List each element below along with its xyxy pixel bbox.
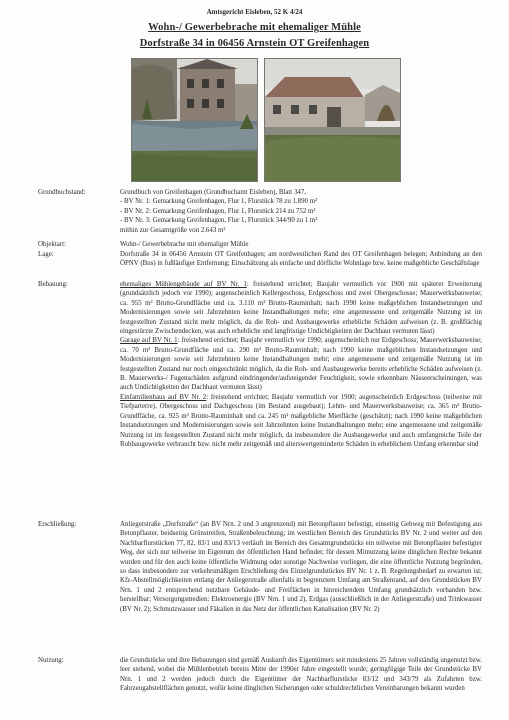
mill-heading: ehemaliges Mühlengebäude auf BV Nr. 1 — [120, 281, 247, 288]
house-heading: Einfamilienhaus auf BV Nr. 2 — [120, 393, 207, 401]
grundbuch-value — [120, 188, 482, 235]
document-address-title: Dorfstraße 34 in 06456 Arnstein OT Greifenhagen — [139, 38, 370, 49]
lage-value: Dorfstraße 34 in 06456 Arnstein OT Greifenhagen; am nordwestlichen Rand des OT Greifenhagen belegen; Anbindung an den ÖPNV (Bus) in fußläufiger Entfernung; Einschätzung als einfache und dörfliche Wohnlage bzw. keine maßgebliche Geschäftslage — [120, 251, 482, 268]
nutzung-value: die Grundstücke und ihre Bebauungen sind gemäß Auskunft des Eigentümers seit mindestens 25 Jahren vollständig ungenutzt bzw. leer stehend, wobei die Mühlenbetrieb bereits Mitte der 1990er Jahre eingestellt wurde; geringfügige Teile der Grundstücke BV Nrn. 1 und 2 werden jedoch durch die Eigentümer der Nachbarflurstücke 83/12 und 343/79 als Zufahrten bzw. Fahrzeugabstellflächen genutzt, wofür keine dinglichen Sicherungen oder schuldrechtlichen Vereinbarungen bekannt wurden — [120, 657, 482, 693]
erschliessung-label: Erschließung: — [38, 521, 77, 528]
house-description: : freistehend errichtet; Baujahr vermutlich vor 1900; augenscheinlich Erdgeschoss (teilweise mit Tiefparterre), Obergeschoss und Dachgeschoss (im Bestand ausgebaut); Lehm- und Mauerwerksbauweise; ca. 365 m² Brutto-Grundfläche, ca. 925 m³ Brutto-Rauminhalt und ca. 245 m² maßgebliche Mietfläche (geschätzt); nach 1990 keine maßgeblichen Instandsetzungen und Modernisierungen sowie seit Jahrzehnten keine Instandhaltungen mehr; eine angemessene und zeitgemäße Nutzung ist im festgestellten Zustand nicht mehr möglich, da insbesondere die Ausbaugewerke und auch umfangreiche Teile der Rohbaugewerke verbraucht bzw. nicht mehr zeitgemäß und alterswertgeminderte Schäden in erheblichem Umfang erkennbar sind — [120, 393, 482, 448]
bebauung-label: Bebauung: — [38, 281, 68, 288]
lage-label: Lage: — [38, 251, 54, 258]
nutzung-label: Nutzung: — [38, 657, 64, 664]
garage-description: : freistehend errichtet; Baujahr vermutlich vor 1990; augenscheinlich nur Erdgeschoss; Mauerwerksbauweise; ca. 70 m² Brutto-Grundfläche und ca. 290 m³ Brutto-Rauminhalt; nach 1990 keine maßgeblichen Instandsetzungen und Modernisierungen sowie seit Jahrzehnten keine Instandhaltungen mehr; eine angemessene und zeitgemäße Nutzung ist im festgestellten Zustand nur noch eingeschränkt möglich, da die Roh- und Ausbaugewerke bereits erhebliche Schäden aufweisen (z. B. Mauerwerks-/ Fugenschäden aufgrund eindringender/aufsteigender Feuchtigkeit, sowie erkennbare Nässeerscheinungen, was auch Undichtigkeiten der Dachhaut vermuten lässt) — [120, 337, 482, 392]
grundbuch-line: - BV Nr. 2: Gemarkung Greifenhagen, Flur 1, Flurstück 214 zu 752 m² — [120, 207, 316, 215]
document-title: Wohn-/ Gewerbebrache mit ehemaliger Mühle — [148, 22, 361, 33]
grundbuch-line: - BV Nr. 1: Gemarkung Greifenhagen, Flur 1, Flurstück 78 zu 1.890 m² — [120, 198, 318, 206]
bebauung-paragraph-mill — [120, 280, 482, 336]
mill-building-photo — [131, 58, 258, 182]
grundbuch-line: Grundbuch von Greifenhagen (Grundbuchamt Eisleben), Blatt 347, — [120, 189, 306, 196]
objektart-label: Objektart: — [38, 241, 66, 248]
grundbuch-label: Grundbuchstand: — [38, 189, 86, 196]
garage-heading: Garage auf BV Nr. 1 — [120, 337, 178, 345]
objektart-value: Wohn-/ Gewerbebrache mit ehemaliger Mühle — [120, 241, 249, 248]
grundbuch-line: mithin zur Gesamtgröße von 2.643 m² — [120, 226, 226, 234]
bebauung-paragraph-garage — [120, 336, 482, 392]
grundbuch-line: - BV Nr. 3: Gemarkung Greifenhagen, Flur 1, Flurstück 344/90 zu 1 m² — [120, 217, 318, 225]
farm-barn-photo — [264, 58, 401, 182]
mill-description: : freistehend errichtet; Baujahr vermutlich vor 1900 mit späterer Erweiterung (grundsätzlich jedoch vor 1990); augenscheinlich Kellergeschoss, Erdgeschoss und zwei Obergeschosse; Mauerwerksbauweise; ca. 955 m² Brutto-Grundfläche und ca. 3.110 m³ Brutto-Rauminhalt; nach 1990 keine maßgeblichen Instandsetzungen und Modernisierungen sowie seit Jahrzehnten keine Instandhaltungen mehr; eine angemessene und zeitgemäße Nutzung ist im festgestellten Zustand nicht mehr möglich, da die Roh- und Ausbaugewerke erhebliche Schäden aufweisen (z. B. großflächig eingestürzte Zwischendecken, was auch erhebliche und langfristige Undichtigkeiten der Dachhaut vermuten lässt) — [120, 281, 482, 336]
erschliessung-value: Anliegerstraße „Dorfstraße“ (an BV Nrn. 2 und 3 angrenzend) mit Betonpflaster befestigt, einseitig Gehweg mit Befestigung aus Betonpflaster, beidseitig Grünstreifen, Straßenbeleuchtung; im westlichen Bereich des Grundstücks BV Nr. 2 und weiter auf den Nachbarflurstücken 77, 82, 83/1 und 83/13 verläuft im Bereich des Gesamtgrundstücks ein teilweise mit Betonpflaster befestigter Weg, der sich nur teilweise im Eigentum der öffentlichen Hand befindet; für dessen Mitnutzung keine dinglichen Rechte bekannt wurden und für den auch keine öffentliche Widmung oder sonstige Nachweise vorliegen, die eine öffentliche Nutzung begründen, so dass insbesondere zur verkehrsmäßigen Erschließung des Einzelgrundstückes BV Nr. 1 z. B. Regelungsbedarf zu erwarten ist; Kfz-Abstellmöglichkeiten entlang der Anliegerstraße allenfalls in begrenztem Umfang am Straßenrand, auf den Grundstücken BV Nrn. 1 und 2 entsprechend nutzbare Gebäude- und Freiflächen in hinreichendem Umfang grundsätzlich vorhanden bzw. herstellbar; Versorgungsmedien: Elektroenergie (BV Nrn. 1 und 2), Erdgas (ausschließlich in der Anliegerstraße) und Trinkwasser (BV Nr. 2); Schmutzwasser und Fäkalien in das Netz der öffentlichen Kanalisation (BV Nr. 2) — [120, 521, 482, 613]
bebauung-value — [120, 280, 482, 449]
bebauung-paragraph-house — [120, 393, 482, 449]
court-reference: Amtsgericht Eisleben, 52 K 4/24 — [206, 8, 303, 16]
